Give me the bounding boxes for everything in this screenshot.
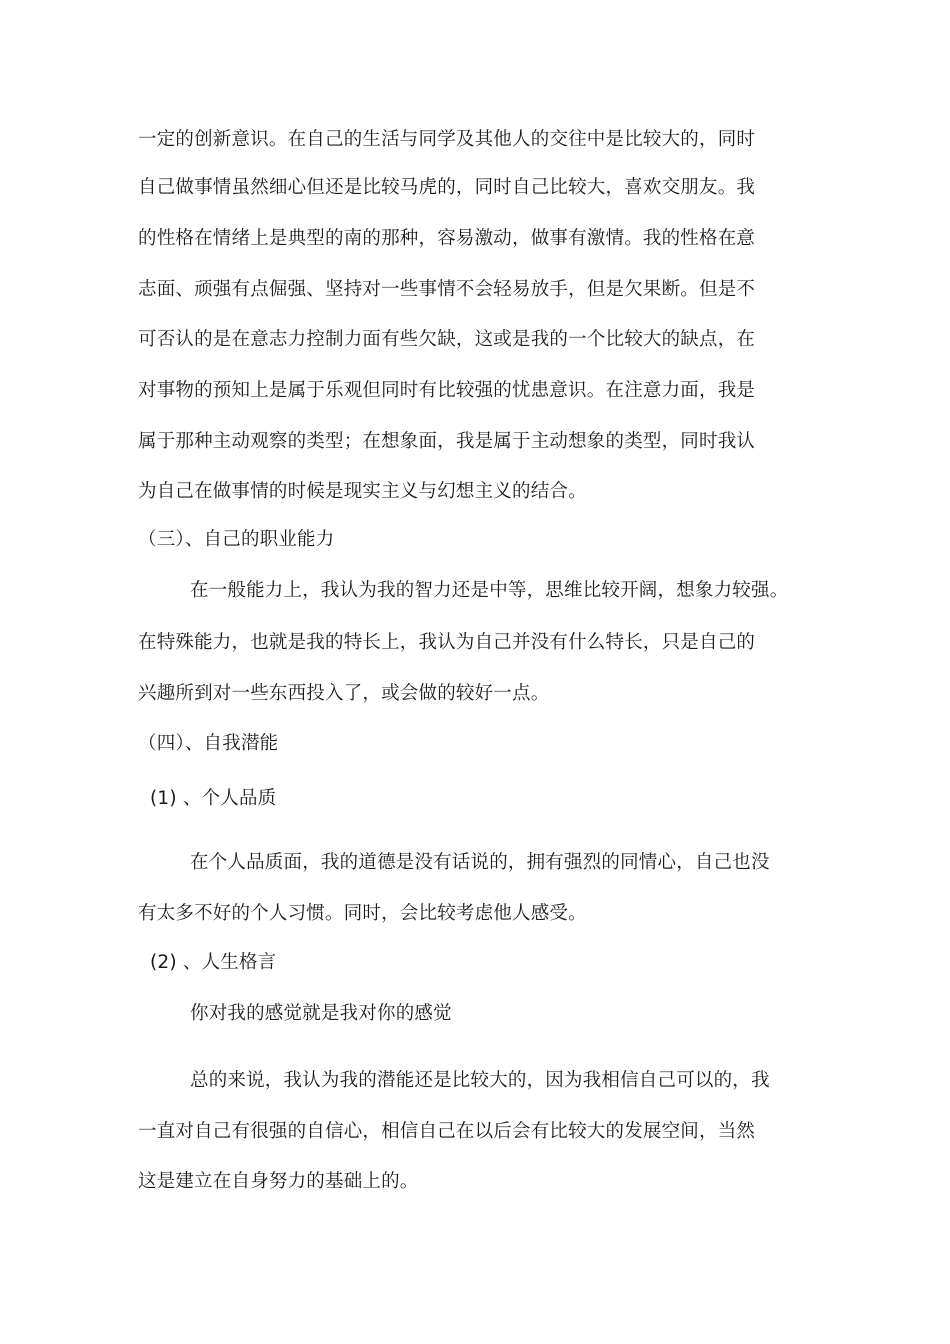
- paragraph-line: 总的来说，我认为我的潜能还是比较大的，因为我相信自己可以的，我: [190, 1070, 770, 1091]
- paragraph-line: 兴趣所到对一些东西投入了，或会做的较好一点。: [138, 683, 550, 704]
- paragraph-line: 在特殊能力，也就是我的特长上，我认为自己并没有什么特长，只是自己的: [138, 632, 756, 653]
- paragraph-line: 有太多不好的个人习惯。同时，会比较考虑他人感受。: [138, 903, 587, 924]
- motto-line: 你对我的感觉就是我对你的感觉: [190, 1003, 452, 1024]
- subsection-heading: (2) 、人生格言: [150, 952, 277, 973]
- section-heading: （四）、自我潜能: [138, 733, 279, 754]
- paragraph-line: 一定的创新意识。在自己的生活与同学及其他人的交往中是比较大的，同时: [138, 129, 756, 150]
- paragraph-line: 对事物的预知上是属于乐观但同时有比较强的忧患意识。在注意力面，我是: [138, 380, 756, 401]
- paragraph-line: 一直对自己有很强的自信心，相信自己在以后会有比较大的发展空间，当然: [138, 1121, 756, 1142]
- paragraph-line: 在一般能力上，我认为我的智力还是中等，思维比较开阔，想象力较强。: [190, 580, 789, 601]
- paragraph-line: 志面、顽强有点倔强、坚持对一些事情不会轻易放手，但是欠果断。但是不: [138, 279, 756, 300]
- paragraph-line: 在个人品质面，我的道德是没有话说的，拥有强烈的同情心，自己也没: [190, 852, 770, 873]
- paragraph-line: 可否认的是在意志力控制力面有些欠缺，这或是我的一个比较大的缺点，在: [138, 329, 756, 350]
- paragraph-line: 属于那种主动观察的类型；在想象面，我是属于主动想象的类型，同时我认: [138, 431, 756, 452]
- subsection-heading: (1) 、个人品质: [150, 788, 277, 809]
- section-heading: （三）、自己的职业能力: [138, 529, 335, 550]
- paragraph-line: 的性格在情绪上是典型的南的那种，容易激动，做事有激情。我的性格在意: [138, 228, 756, 249]
- paragraph-line: 这是建立在自身努力的基础上的。: [138, 1171, 419, 1192]
- paragraph-line: 为自己在做事情的时候是现实主义与幻想主义的结合。: [138, 481, 587, 502]
- paragraph-line: 自己做事情虽然细心但还是比较马虎的，同时自己比较大，喜欢交朋友。我: [138, 177, 756, 198]
